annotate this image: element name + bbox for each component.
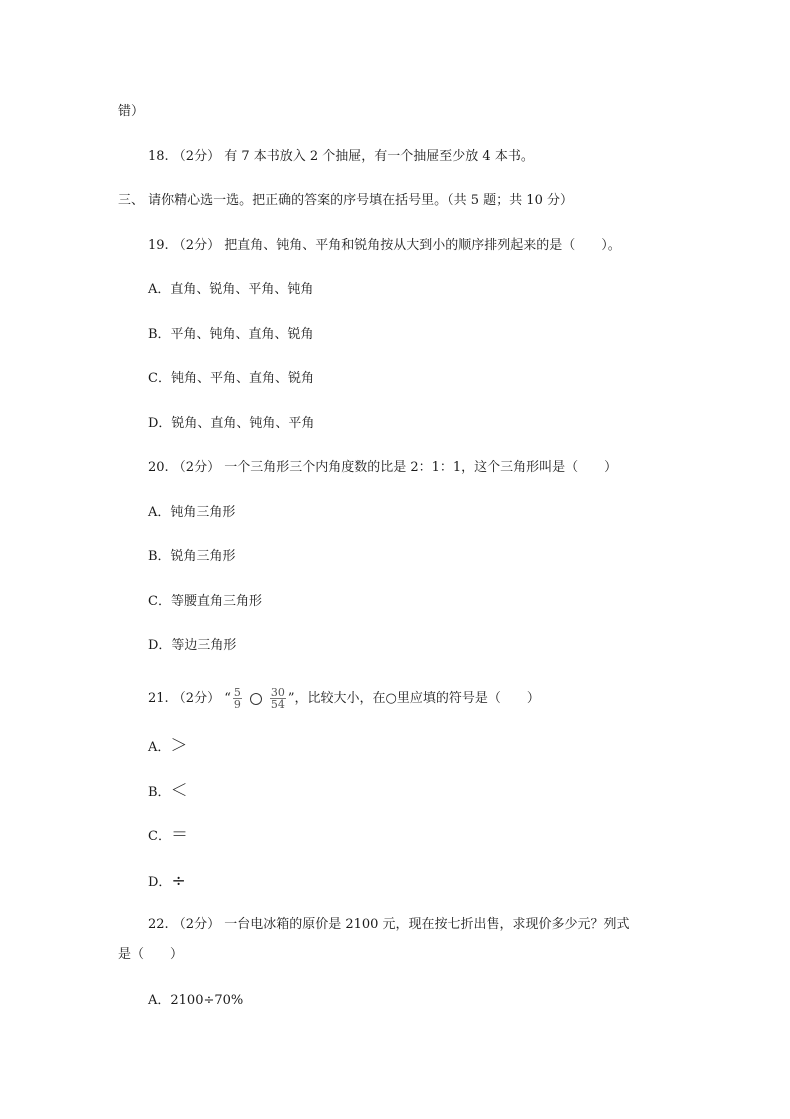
q21-option-d-label: D． [148, 875, 172, 890]
fraction-1-denominator: 9 [233, 698, 241, 711]
fraction-1-numerator: 5 [233, 686, 241, 699]
fraction-five-ninths [233, 687, 242, 710]
q19-option-a: A．直角、锐角、平角、钝角 [148, 282, 314, 297]
question-20: 20. （2分） 一个三角形三个内角度数的比是 2：1：1，这个三角形叫是（ ） [148, 460, 618, 475]
q20-option-b: B．锐角三角形 [148, 549, 236, 564]
question-21 [148, 686, 540, 712]
question-19: 19. （2分） 把直角、钝角、平角和锐角按从大到小的顺序排列起来的是（ ）。 [148, 238, 621, 253]
q21-option-c [148, 826, 188, 846]
q20-option-d: D．等边三角形 [148, 638, 237, 653]
fraction-2-numerator: 30 [270, 686, 285, 699]
division-symbol: ÷ [171, 871, 186, 891]
q21-option-a-label: A． [148, 740, 171, 755]
q20-option-c: C．等腰直角三角形 [148, 594, 262, 609]
question-18: 18. （2分） 有 7 本书放入 2 个抽屉，有一个抽屉至少放 4 本书。 [148, 149, 534, 164]
fraction-2-denominator: 54 [270, 698, 285, 711]
q20-option-a: A．钝角三角形 [148, 505, 236, 520]
q21-option-c-label: C． [148, 829, 171, 844]
q21-option-a [148, 737, 187, 757]
question-22-line-1: 22. （2分） 一台电冰箱的原价是 2100 元，现在按七折出售，求现价多少元？列式 [148, 917, 630, 932]
previous-question-fragment: 错） [118, 104, 145, 119]
q22-option-a: A．2100÷70% [148, 993, 244, 1008]
q19-option-b: B．平角、钝角、直角、锐角 [148, 327, 314, 342]
q21-suffix: ”，比较大小，在○里应填的符号是（ ） [287, 691, 540, 706]
question-22-line-2: 是（ ） [118, 947, 184, 962]
greater-than-symbol: ＞ [170, 736, 188, 756]
q21-option-b-label: B． [148, 785, 171, 800]
q19-option-c: C．钝角、平角、直角、锐角 [148, 371, 314, 386]
q21-option-b [148, 782, 188, 802]
fraction-thirty-fifty-fourths [270, 687, 286, 710]
q21-prefix: 21. （2分） “ [148, 691, 231, 706]
section-3-title: 三、 请你精心选一选。把正确的答案的序号填在括号里。（共 5 题；共 10 分） [118, 193, 573, 208]
equals-symbol: ＝ [170, 825, 188, 845]
q19-option-d: D．锐角、直角、钝角、平角 [148, 416, 315, 431]
less-than-symbol: ＜ [170, 781, 188, 801]
comparison-circle-icon [250, 693, 262, 705]
q21-option-d [148, 872, 186, 892]
